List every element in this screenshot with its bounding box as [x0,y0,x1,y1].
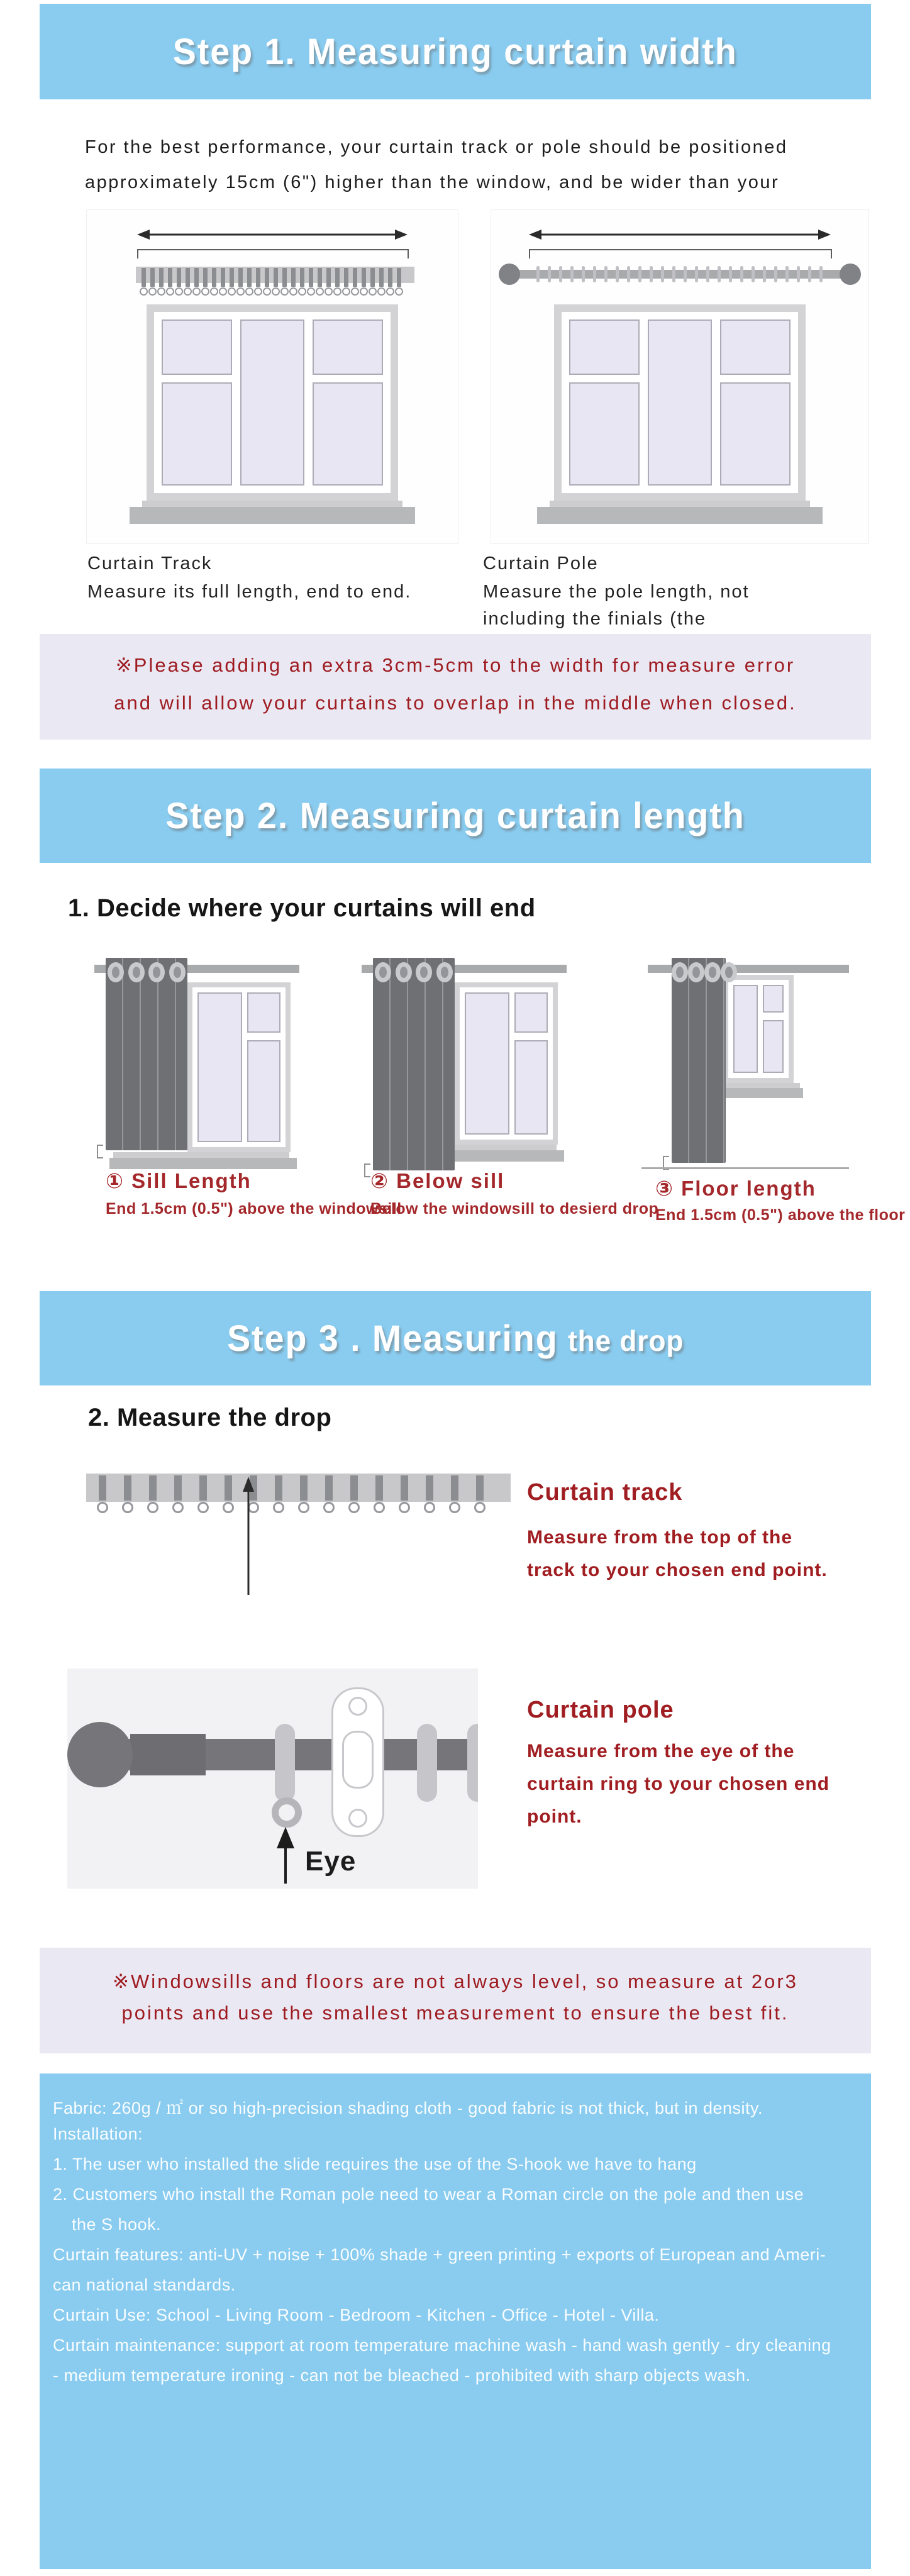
pole-ring-icon [672,266,675,282]
track-glider-icon [221,268,225,287]
track-glider-icon [476,1475,484,1501]
window-column [162,319,232,486]
track-glider-icon [247,268,252,287]
windowsill [109,1158,297,1169]
track-drop-title: Curtain track [527,1479,683,1506]
pole-caption-title: Curtain Pole [483,553,599,574]
intro-line-2: approximately 15cm (6") higher than the window, and be wider than your [85,172,780,192]
grommet-row [373,958,455,982]
step3-heading: 2. Measure the drop [88,1404,332,1431]
pole-ring-icon [661,266,664,282]
width-arrow-icon [529,228,831,242]
window-column [733,985,758,1073]
grommet-icon [148,962,165,982]
screw-hole [348,1697,367,1716]
option-label: ① Sill Length [106,1169,252,1192]
track-glider-icon [174,1475,182,1501]
curtain-track-shape [86,1474,511,1502]
windowsill [130,507,415,524]
pole-bar-end [130,1734,206,1775]
window-column [465,992,509,1135]
track-glider-icon [141,268,146,287]
window-pane [197,992,242,1142]
grommet-icon [396,962,412,982]
window-pane [162,382,232,486]
info-line: Curtain Use: School - Living Room - Bedroom - Kitchen - Office - Hotel - Villa. [53,2306,660,2324]
intro-line-1: For the best performance, your curtain track or pole should be positioned [85,137,788,157]
track-glider-icon [177,268,181,287]
pole-finial-right [840,264,861,285]
window-column [763,985,784,1073]
option-desc: End 1.5cm (0.5") above the windowsill [106,1200,402,1218]
grommet-icon [721,962,737,982]
info-line: Fabric: 260g / ㎡ or so high-precision shading cloth - good fabric is not thick, but in density. [53,2099,763,2118]
window-pane [514,1040,548,1135]
window-illustration [723,975,794,1083]
note-line-2: and will allow your curtains to overlap in the middle when closed. [114,692,797,714]
note-line-2: points and use the smallest measurement to ensure the best fit. [121,2002,789,2024]
grommet-icon [108,962,124,982]
track-glider-icon [401,1475,408,1501]
window-pane [247,992,280,1033]
window-pane [162,319,232,375]
pole-ring-icon [763,266,766,282]
track-glider-icon [353,268,357,287]
window-pane [763,985,784,1013]
measure-bracket [137,249,409,258]
pole-ring-icon [604,266,608,282]
pole-drop-line-3: point. [527,1806,582,1827]
curtain-ring [417,1724,437,1802]
pole-ring-icon [559,266,562,282]
track-glider-icon [238,268,243,287]
window-column [720,319,791,486]
info-line: Curtain maintenance: support at room temperature machine wash - hand wash gently - dry cleaning [53,2336,831,2355]
curtain-pole-diagram [491,209,869,544]
curtain-track-shape [136,267,414,283]
step1-header-band [40,4,871,99]
measure-end-bracket [97,1145,103,1158]
pole-ring-icon [729,266,732,282]
track-glider-icon [282,268,287,287]
info-line: the S hook. [72,2215,162,2234]
track-caption-line: Measure its full length, end to end. [87,582,412,602]
window-pane [569,382,640,486]
window-pane [514,992,548,1033]
track-glider-icon [300,268,304,287]
track-glider-icon [362,268,366,287]
width-arrow-icon [137,228,408,242]
track-glider-icon [274,268,278,287]
eye-arrow-icon [273,1827,298,1885]
track-glider-icon [199,1475,207,1501]
option-desc: Below the windowsill to desierd drop [370,1200,659,1218]
track-glider-icon [300,1475,308,1501]
wall-bracket-plate [331,1687,384,1837]
track-glider-icon [375,1475,383,1501]
pole-caption-line-1: Measure the pole length, not [483,582,750,602]
pole-ring-icon [684,266,687,282]
option-below-sill [362,956,659,1239]
pole-ring-icon [740,266,743,282]
track-glider-icon [344,268,348,287]
step3-title-main: Step 3 . Measuring [226,1318,558,1359]
window-pane [313,382,383,486]
track-glider-icon [326,268,331,287]
product-info-box [40,2074,871,2569]
floor-line [641,1167,849,1169]
pole-ring-icon [627,266,630,282]
window-illustration [554,304,806,501]
track-glider-icon [426,1475,433,1501]
window-column [197,992,242,1142]
grommet-row [672,958,726,982]
drop-arrow-icon [241,1477,255,1596]
screw-hole [348,1809,367,1828]
track-glider-icon [99,1475,106,1501]
windowsill-step [717,1083,800,1088]
grommet-row [106,958,187,982]
track-glider-icon [159,268,164,287]
window-pane [240,319,305,486]
window-column [247,992,280,1142]
option-sill-length [94,956,402,1239]
option-label: ③ Floor length [655,1177,816,1200]
pole-ring-icon [819,266,823,282]
window-pane [465,992,509,1135]
window-pane [763,1020,784,1073]
curtain-illustration [106,958,187,1150]
track-glider-icon [212,268,216,287]
window-column [240,319,305,486]
track-glider-icon [318,268,322,287]
track-glider-icon [275,1475,282,1501]
window-column [313,319,383,486]
pole-ring-icon [774,266,777,282]
grommet-icon [169,962,186,982]
option-desc: End 1.5cm (0.5") above the floor [655,1206,906,1224]
window-pane [313,319,383,375]
track-drop-line-1: Measure from the top of the [527,1527,793,1548]
info-line: Curtain features: anti-UV + noise + 100% shade + green printing + exports of European and Ameri- [53,2245,826,2264]
step3-header-band [40,1291,871,1385]
pole-ring-icon [706,266,709,282]
pole-caption-line-2: including the finials (the [483,609,707,629]
pole-ring-icon [650,266,653,282]
window-pane [247,1040,280,1142]
track-drop-line-2: track to your chosen end point. [527,1560,828,1580]
windowsill-step [142,501,402,507]
pole-ring-icon [752,266,755,282]
windowsill-step [550,501,810,507]
track-glider-icon [230,268,234,287]
info-line: - medium temperature ironing - can not be bleached - prohibited with sharp objects wash. [53,2366,751,2385]
track-glider-icon [194,268,199,287]
pole-ring-icon [797,266,800,282]
pole-ring-icon [536,266,540,282]
pole-ring-icon [718,266,721,282]
track-glider-icon [325,1475,333,1501]
curtain-illustration [373,958,455,1170]
track-glider-icon [370,268,375,287]
track-glider-icon [149,1475,157,1501]
pole-finial-ball [67,1722,133,1787]
windowsill [537,507,823,524]
curtain-ring [467,1724,478,1802]
step2-header-band [40,769,871,863]
step2-title: Step 2. Measuring curtain length [165,795,745,836]
pole-ring-icon [785,266,789,282]
track-glider-icon [265,268,269,287]
eye-label: Eye [305,1846,357,1877]
track-glider-icon [388,268,392,287]
track-glider-icon [451,1475,458,1501]
window-pane [569,319,640,375]
window-illustration [187,982,291,1152]
window-illustration [455,982,558,1145]
option-label: ② Below sill [370,1169,505,1192]
grommet-icon [128,962,145,982]
track-glider-icon [256,268,260,287]
windowsill-step [113,1152,289,1158]
pole-drop-title: Curtain pole [527,1697,674,1723]
window-pane [733,985,758,1073]
window-column [514,992,548,1135]
curtain-pole-photo [67,1668,478,1889]
grommet-icon [375,962,391,982]
curtain-ring [275,1724,295,1802]
grommet-icon [688,962,704,982]
note-line-1: ※Windowsills and floors are not always level, so measure at 2or3 [113,1970,798,1992]
track-glider-icon [150,268,155,287]
curtain-track-diagram [86,209,458,544]
track-caption-title: Curtain Track [87,553,213,574]
info-line: Installation: [53,2124,143,2143]
track-glider-icon [124,1475,131,1501]
info-line: 2. Customers who install the Roman pole need to wear a Roman circle on the pole and then use [53,2185,804,2204]
curtain-illustration [672,958,726,1163]
track-glider-icon [309,268,313,287]
ring-eye-icon [272,1797,302,1828]
info-line: can national standards. [53,2275,236,2294]
track-glider-icon [225,1475,232,1501]
step3-title [227,1318,684,1360]
pole-finial-left [499,264,520,285]
pole-ring-icon [808,266,811,282]
track-glider-icon [397,268,401,287]
pole-rings [536,266,823,282]
measure-bracket [529,249,832,258]
window-pane [648,319,713,486]
width-note-box [40,634,871,740]
track-glider-icon [350,1475,358,1501]
pole-drop-line-2: curtain ring to your chosen end [527,1774,830,1794]
track-glider-icon [168,268,172,287]
pole-ring-icon [548,266,551,282]
grommet-icon [704,962,721,982]
level-note-box [40,1948,871,2053]
track-glider-icon [203,268,208,287]
step3-title-sub: the drop [567,1324,684,1357]
step1-title: Step 1. Measuring curtain width [173,31,738,72]
grommet-icon [436,962,453,982]
option-floor-length [648,956,906,1239]
pole-drop-line-1: Measure from the eye of the [527,1741,795,1762]
pole-ring-icon [638,266,641,282]
window-pane [720,382,791,486]
track-glider-icon [291,268,296,287]
track-glider-icon [335,268,340,287]
window-illustration [147,304,398,501]
window-pane [720,319,791,375]
pole-ring-icon [570,266,574,282]
info-line: 1. The user who installed the slide requires the use of the S-hook we have to hang [53,2155,697,2174]
window-column [569,319,640,486]
pole-ring-icon [593,266,596,282]
track-glider-icon [186,268,190,287]
pole-ring-icon [695,266,698,282]
measure-end-bracket [364,1163,370,1177]
note-line-1: ※Please adding an extra 3cm-5cm to the width for measure error [115,654,796,676]
step2-heading: 1. Decide where your curtains will end [68,894,536,922]
pole-ring-icon [616,266,619,282]
track-glider-icon [379,268,384,287]
bracket-slot [342,1731,374,1789]
pole-ring-icon [582,266,585,282]
window-column [648,319,713,486]
grommet-icon [416,962,432,982]
windowsill [714,1088,803,1098]
grommet-icon [672,962,688,982]
